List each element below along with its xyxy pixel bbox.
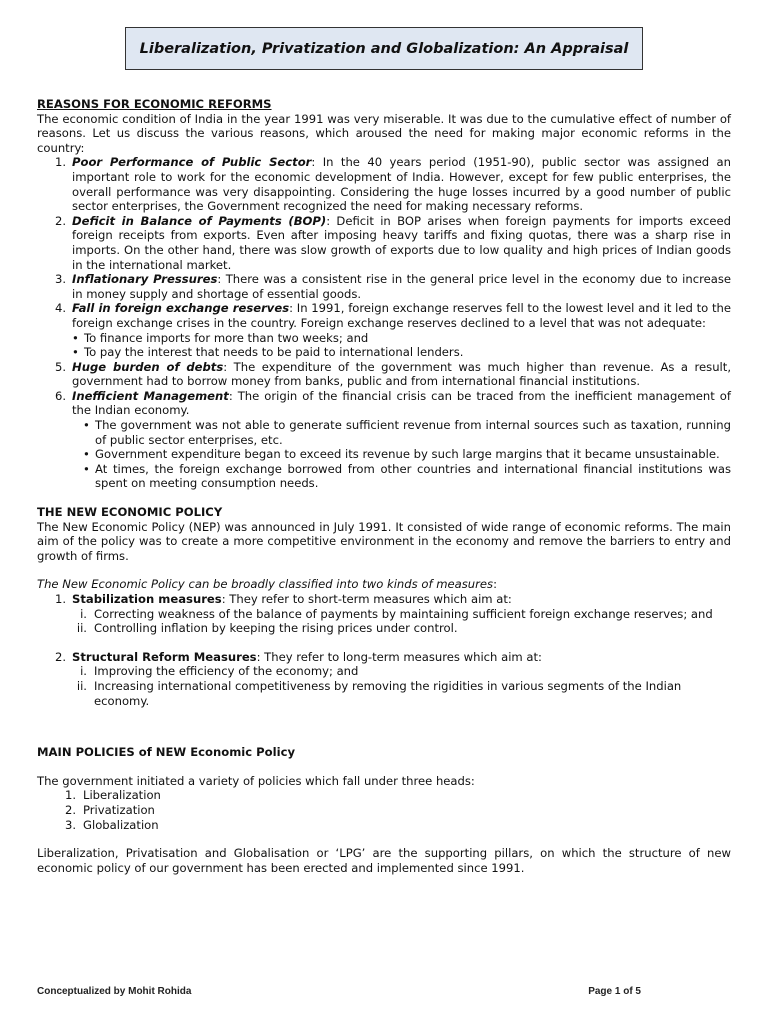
item-title: Inefficient Management bbox=[72, 388, 229, 403]
list-item: 3. Globalization bbox=[64, 817, 159, 832]
title-box bbox=[125, 27, 643, 70]
item-text: : They refer to short-term measures which aim at: bbox=[221, 592, 512, 606]
section-heading-nep: THE NEW ECONOMIC POLICY bbox=[37, 505, 223, 520]
item-text: : There was a consistent rise in the general price level in the economy due to increase in money supply and shortage of essential goods. bbox=[72, 272, 731, 301]
item-number: 2. bbox=[54, 649, 66, 664]
item-number: 2. bbox=[54, 213, 66, 228]
item-text: : The expenditure of the government was much higher than revenue. As a result, government had to borrow money from banks, public and from international financial institutions. bbox=[72, 359, 732, 389]
item-number: 6. bbox=[54, 388, 66, 403]
footer-author: Conceptualized by Mohit Rohida bbox=[37, 986, 192, 997]
item-title: Poor Performance of Public Sector bbox=[72, 155, 312, 170]
item-title: Inflationary Pressures bbox=[72, 272, 218, 287]
section-heading-main-policies: MAIN POLICIES of NEW Economic Policy bbox=[37, 745, 296, 760]
list-item bbox=[37, 360, 731, 389]
item-text: : Deficit in BOP arises when foreign payments for imports exceed foreign receipts from exports. Even after imposing heavy tariffs and fixing quotas, there was a sharp rise in imports. On the other hand, there was slow growth of exports due to low quality and high prices of Indian goods in the international market. bbox=[72, 213, 731, 272]
bullet-item: • At times, the foreign exchange borrowed from other countries and international financial institutions was spent on meeting consumption needs. bbox=[83, 461, 731, 491]
item-number: 1. bbox=[54, 592, 66, 606]
item-number: 5. bbox=[54, 359, 66, 374]
colon: : bbox=[493, 577, 497, 592]
nep-intro: The New Economic Policy (NEP) was announced in July 1991. It consisted of wide range of economic reforms. The main aim of the policy was to create a more competitive environment in the economy and remove the barriers to entry and growth of firms. bbox=[37, 519, 731, 563]
nep-classify: The New Economic Policy can be broadly classified into two kinds of measures bbox=[37, 577, 494, 592]
item-number: 4. bbox=[54, 301, 66, 316]
list-item bbox=[37, 592, 731, 607]
list-item: 2. Privatization bbox=[64, 802, 155, 817]
list-item bbox=[37, 214, 731, 272]
item-number: 1. bbox=[54, 155, 66, 170]
section-heading-reasons: REASONS FOR ECONOMIC REFORMS bbox=[37, 97, 272, 111]
footer-page-number: Page 1 of 5 bbox=[588, 986, 641, 997]
item-number: 3. bbox=[54, 272, 66, 287]
item-title: Structural Reform Measures bbox=[72, 649, 257, 664]
item-title: Deficit in Balance of Payments (BOP) bbox=[72, 213, 327, 228]
list-item: 1. Liberalization bbox=[64, 788, 161, 803]
list-item bbox=[37, 272, 731, 301]
bullet-icon: • bbox=[83, 447, 90, 462]
list-item bbox=[37, 155, 731, 213]
bullet-item: • To finance imports for more than two weeks; and bbox=[72, 330, 369, 345]
bullet-icon: • bbox=[83, 418, 90, 433]
list-item bbox=[37, 301, 731, 330]
document-body bbox=[37, 97, 731, 875]
reasons-intro: The economic condition of India in the year 1991 was very miserable. It was due to the cumulative effect of number of reasons. Let us discuss the various reasons, which aroused the need for making major economic reforms in the country: bbox=[37, 111, 731, 155]
sub-item: i. Improving the efficiency of the economy; and bbox=[80, 664, 359, 679]
item-title: Stabilization measures bbox=[72, 592, 222, 606]
bullet-item: • Government expenditure began to exceed its revenue by such large margins that it became unsustainable. bbox=[83, 447, 720, 462]
bullet-icon: • bbox=[72, 330, 79, 345]
item-title: Fall in foreign exchange reserves bbox=[72, 301, 290, 316]
main-policies-intro: The government initiated a variety of policies which fall under three heads: bbox=[37, 773, 475, 788]
item-title: Huge burden of debts bbox=[72, 359, 224, 374]
bullet-item: • To pay the interest that needs to be paid to international lenders. bbox=[72, 345, 464, 360]
page-title: Liberalization, Privatization and Globalization: An Appraisal bbox=[139, 40, 629, 57]
sub-item: ii. Controlling inflation by keeping the rising prices under control. bbox=[76, 621, 458, 636]
item-text: : They refer to long-term measures which aim at: bbox=[256, 649, 542, 664]
item-text: : The origin of the financial crisis can be traced from the inefficient management of the Indian economy. bbox=[72, 388, 731, 418]
bullet-icon: • bbox=[83, 461, 90, 476]
bullet-item: • The government was not able to generate sufficient revenue from internal sources such as taxation, running of public sector enterprises, etc. bbox=[83, 418, 731, 447]
sub-item: i. Correcting weakness of the balance of payments by maintaining sufficient foreign exchange reserves; and bbox=[80, 606, 713, 621]
closing-paragraph: Liberalization, Privatisation and Globalisation or ‘LPG’ are the supporting pillars, on which the structure of new economic policy of our government has been erected and implemented since 1991. bbox=[37, 846, 731, 875]
list-item bbox=[37, 650, 731, 665]
item-text: : In the 40 years period (1951-90), public sector was assigned an important role to work for the economic development of India. However, except for few public enterprises, the overall performance was very disappointing. Considering the huge losses incurred by a good number of public sector enterprises, the Government recognized the need for making necessary reforms. bbox=[72, 155, 731, 214]
list-item bbox=[37, 389, 731, 418]
item-text: : In 1991, foreign exchange reserves fell to the lowest level and it led to the foreign exchange crises in the country. Foreign exchange reserves declined to a level that was not adequate: bbox=[72, 301, 731, 330]
bullet-icon: • bbox=[72, 345, 79, 360]
sub-item: ii. Increasing international competitiveness by removing the rigidities in various segments of the Indian economy. bbox=[76, 678, 682, 708]
